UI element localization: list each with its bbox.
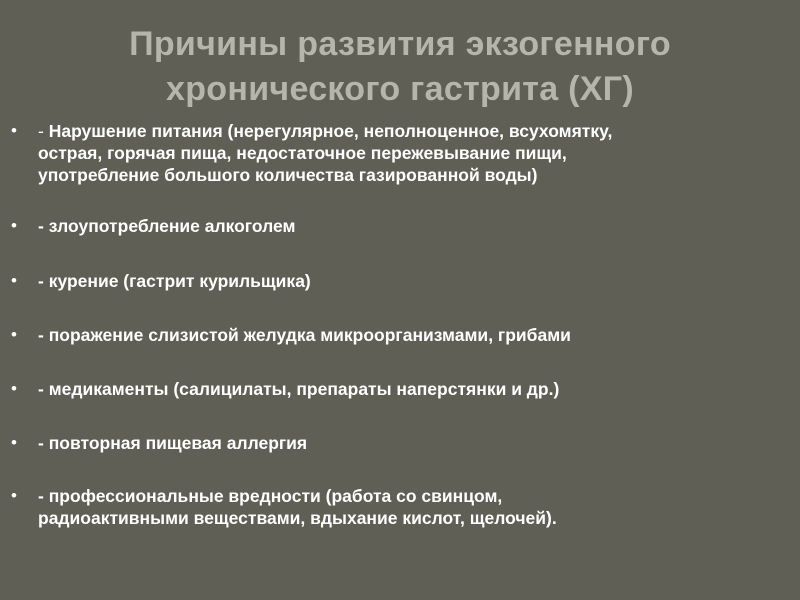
- bullet-text: - поражение слизистой желудка микроорганизмами, грибами: [38, 325, 571, 345]
- slide-title: [0, 22, 800, 112]
- bullet-dash: -: [38, 121, 49, 141]
- bullet-icon: •: [11, 325, 17, 344]
- bullet-icon: •: [11, 216, 17, 235]
- bullet-icon: •: [11, 433, 17, 452]
- bullet-text-body: Нарушение питания (нерегулярное, неполноценное, всухомятку, острая, горячая пища, недостаточное пережевывание пищи, употребление большого количества газированной воды): [38, 121, 613, 185]
- bullet-text: - повторная пищевая аллергия: [38, 433, 308, 453]
- bullet-text: - злоупотребление алкоголем: [38, 216, 296, 236]
- bullet-icon: •: [11, 379, 17, 398]
- bullet-text: - профессиональные вредности (работа со свинцом, радиоактивными веществами, вдыхание кислот, щелочей).: [38, 486, 557, 528]
- bullet-text: - курение (гастрит курильщика): [38, 271, 311, 291]
- title-line-1: Причины развития экзогенного: [129, 25, 671, 63]
- bullet-icon: •: [11, 121, 17, 140]
- bullet-text: [38, 120, 773, 186]
- bullet-icon: •: [11, 486, 17, 505]
- bullet-text: - медикаменты (салицилаты, препараты наперстянки и др.): [38, 379, 560, 399]
- title-line-2: хронического гастрита (ХГ): [166, 70, 634, 108]
- bullet-icon: •: [11, 271, 17, 290]
